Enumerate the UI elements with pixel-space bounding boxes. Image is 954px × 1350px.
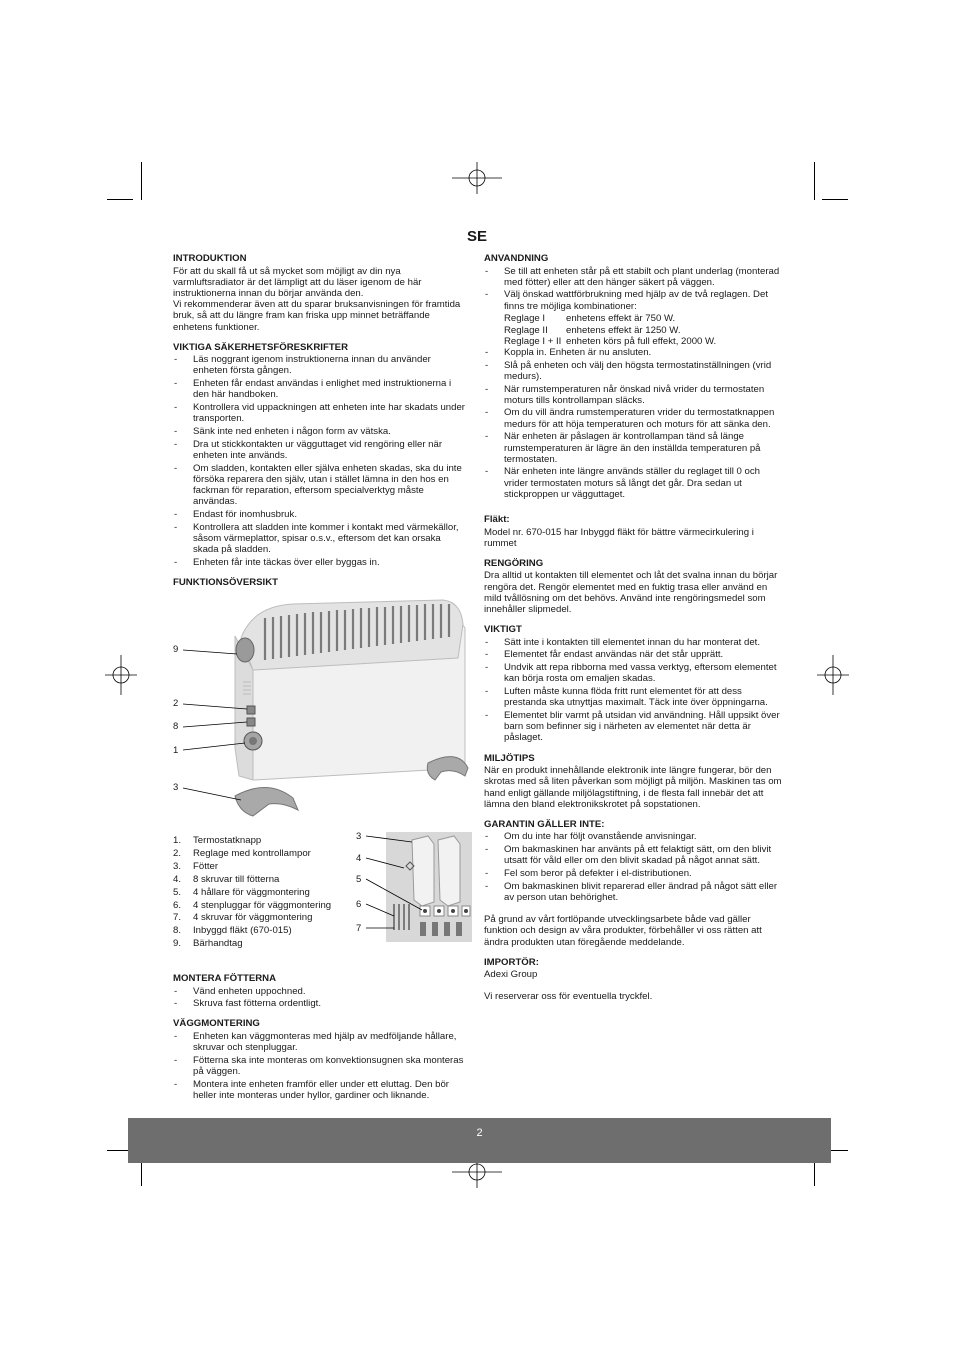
list-item: - Fötterna ska inte monteras om konvektionsugnen ska monteras på väggen.: [173, 1055, 465, 1077]
page-footer: [128, 1118, 831, 1163]
acc-callout-5: 5: [356, 874, 362, 885]
fan-text: Model nr. 670-015 har Inbyggd fläkt för bättre värmecirkulering i rummet: [484, 526, 754, 549]
list-item: - Om bakmaskinen blivit reparerad eller ändrad på något sätt eller av person utan behörighet.: [484, 881, 784, 903]
environment-text: När en produkt innehållande elektronik inte längre fungerar, bör den skrotas med så liten påverkan som möjligt på miljön. Maskinen tas om hand enligt gällande miljölagstiftning, i de flesta fall innebär det att lämna den bland elektronikskrotet på sopstationen.: [484, 765, 782, 810]
list-item: 4. 8 skruvar till fötterna: [173, 873, 280, 885]
safety-section: [173, 342, 465, 568]
crop-mark: [814, 1160, 815, 1186]
list-item: 2. Reglage med kontrollampor: [173, 847, 311, 859]
importer-section: [484, 957, 784, 1003]
list-item: 5. 4 hållare för väggmontering: [173, 886, 310, 898]
acc-callout-3: 3: [356, 831, 362, 842]
list-item: 6. 4 stenpluggar för väggmontering: [173, 899, 332, 911]
list-item: - När rumstemperaturen når önskad nivå vrider du termostaten moturs tills kontrollampan släcks.: [484, 384, 784, 406]
list-item: 8. Inbyggd fläkt (670-015): [173, 925, 292, 937]
parts-list: [173, 835, 353, 951]
list-item: - Dra ut stickkontakten ur vägguttaget vid rengöring eller när enheten inte används.: [173, 439, 465, 461]
safety-list: [173, 354, 465, 568]
list-item: - Undvik att repa ribborna med vassa verktyg, eftersom elementet kan börja rosta om emaljen skadas.: [484, 662, 784, 684]
acc-callout-6: 6: [356, 899, 362, 910]
registration-mark-icon: [817, 655, 849, 695]
list-item: - Luften måste kunna flöda fritt runt elementet för att dess prestanda ska utnyttjas maximalt. Täck inte över öppningarna.: [484, 686, 784, 708]
list-item: 9. Bärhandtag: [173, 938, 243, 950]
callout-2: 2: [173, 698, 179, 709]
accessories-illustration: [354, 830, 472, 942]
intro-paragraph: För att du skall få ut så mycket som möjligt av din nya varmluftsradiator är det lämpligt att du läser igenom de här instruktionerna innan du börjar använda den.: [173, 265, 422, 299]
list-item: - Elementet blir varmt på utsidan vid användning. Håll uppsikt över barn som befinner sig i närheten av elementet när detta är påslaget.: [484, 710, 784, 744]
list-item: 1. Termostatknapp: [173, 835, 262, 846]
usage-heading: ANVANDNING: [484, 253, 549, 264]
fan-heading: Fläkt:: [484, 514, 510, 526]
crop-mark: [814, 162, 815, 200]
list-item: - Om bakmaskinen har använts på ett felaktigt sätt, om den blivit utsatt för våld eller om den blivit skadad på något annat sätt.: [484, 844, 784, 866]
wall-section: [173, 1018, 465, 1101]
right-column: [484, 253, 784, 1012]
intro-section: [173, 253, 465, 333]
feet-section: [173, 973, 465, 1009]
important-heading: VIKTIGT: [484, 624, 522, 636]
environment-heading: MILJÖTIPS: [484, 752, 535, 764]
callout-3: 3: [173, 782, 179, 793]
list-item: - Koppla in. Enheten är nu ansluten.: [484, 347, 784, 358]
importer-name: Adexi Group: [484, 969, 538, 981]
important-section: [484, 624, 784, 743]
callout-1: 1: [173, 745, 179, 756]
heater-illustration: [173, 598, 473, 823]
importer-heading: IMPORTÖR:: [484, 956, 539, 968]
list-item: - Enheten får inte täckas över eller byggas in.: [173, 557, 465, 568]
combo-row: Reglage II enhetens effekt är 1250 W.: [504, 324, 681, 336]
list-item: - När enheten är påslagen är kontrollampan tänd så länge rumstemperaturen är lägre än den inställda temperaturen på termostaten.: [484, 431, 784, 465]
feet-heading: MONTERA FÖTTERNA: [173, 973, 277, 984]
warranty-heading: GARANTIN GÄLLER INTE:: [484, 818, 605, 830]
list-item: - Elementet får endast användas när det står upprätt.: [484, 649, 784, 660]
crop-mark: [141, 162, 142, 200]
combo-row: Reglage I enhetens effekt är 750 W.: [504, 313, 676, 325]
crop-mark: [141, 1160, 142, 1186]
list-item: - Läs noggrant igenom instruktionerna innan du använder enheten första gången.: [173, 354, 465, 376]
list-item: - Endast för inomhusbruk.: [173, 509, 465, 520]
list-item: - Vänd enheten uppochned.: [173, 986, 465, 997]
list-item: - Sänk inte ned enheten i någon form av vätska.: [173, 426, 465, 437]
list-item: - Enheten kan väggmonteras med hjälp av medföljande hållare, skruvar och stenpluggar.: [173, 1031, 465, 1053]
list-item: 3. Fötter: [173, 860, 219, 872]
list-item: - Montera inte enheten framför eller under ett eluttag. Den bör heller inte monteras under hyllor, gardiner och liknande.: [173, 1079, 465, 1101]
list-item: - Om du inte har följt ovanstående anvisningar.: [484, 831, 784, 842]
list-item: - Fel som beror på defekter i el-distributionen.: [484, 868, 784, 879]
intro-paragraph: Vi rekommenderar även att du sparar bruksanvisningen för framtida bruk, så att du längre fram kan friska upp minnet beträffande enhetens funktioner.: [173, 299, 461, 333]
intro-heading: INTRODUKTION: [173, 253, 247, 264]
assembly-sections: [173, 973, 465, 1110]
list-item: - Enheten får endast användas i enlighet med instruktionerna i den här handboken.: [173, 378, 465, 400]
list-item: - Slå på enheten och välj den högsta termostatinställningen (vrid medurs).: [484, 360, 784, 382]
crop-mark: [822, 199, 848, 200]
usage-section: [484, 253, 784, 500]
list-item: - Kontrollera att sladden inte kommer i kontakt med värmekällor, såsom värmeplattor, spisar o.s.v., eftersom det kan orsaka skada på sladden.: [173, 522, 465, 556]
cleaning-text: Dra alltid ut kontakten till elementet och låt det svalna innan du börjar rengöra det. Rengör elementet med en fuktig trasa eller använd en mild tvållösning om det behövs. Använd inte rengöringsmedel som innehåller slipmedel.: [484, 570, 778, 616]
callout-8: 8: [173, 721, 179, 732]
callout-9: 9: [173, 644, 179, 655]
list-item: - Välj önskad wattförbrukning med hjälp av de två reglagen. Det finns tre möjliga kombinationer:: [484, 289, 784, 311]
list-item: 7. 4 skruvar för väggmontering: [173, 912, 313, 924]
overview-heading: FUNKTIONSÖVERSIKT: [173, 576, 279, 588]
acc-callout-7: 7: [356, 923, 362, 934]
list-item: - Om du vill ändra rumstemperaturen vrider du termostatknappen medurs för att höja temperaturen och moturs för att sänka den.: [484, 407, 784, 429]
cleaning-heading: RENGÖRING: [484, 557, 544, 569]
power-combinations: [484, 313, 784, 347]
acc-callout-4: 4: [356, 853, 362, 864]
list-item: - Kontrollera vid uppackningen att enheten inte har skadats under transporten.: [173, 402, 465, 424]
list-item: - Sätt inte i kontakten till elementet innan du har monterat det.: [484, 637, 784, 648]
misprint-note: Vi reserverar oss för eventuella tryckfel.: [484, 991, 653, 1003]
left-column: [173, 253, 465, 589]
safety-heading: VIKTIGA SÄKERHETSFÖRESKRIFTER: [173, 341, 349, 353]
fan-section: [484, 514, 784, 549]
crop-mark: [107, 199, 133, 200]
list-item: - Se till att enheten står på ett stabilt och plant underlag (monterad med fötter) eller att den hänger säkert på väggen.: [484, 266, 784, 288]
list-item: - Skruva fast fötterna ordentligt.: [173, 998, 465, 1009]
registration-mark-icon: [105, 655, 137, 695]
warranty-section: [484, 819, 784, 948]
list-item: - När enheten inte längre används ställer du reglaget till 0 och vrider termostaten moturs så långt det går. Dra sedan ut stickproppen ur vägguttaget.: [484, 466, 784, 500]
environment-section: [484, 753, 784, 810]
page-number: 2: [476, 1127, 483, 1139]
registration-mark-icon: [452, 162, 502, 194]
warranty-after-text: På grund av vårt fortlöpande utvecklingsarbete både vad gäller funktion och design av våra produkter, förbehåller vi oss rätten att ändra produkten utan föregående meddelande.: [484, 914, 762, 948]
wall-heading: VÄGGMONTERING: [173, 1018, 260, 1030]
list-item: - Om sladden, kontakten eller själva enheten skadas, ska du inte försöka reparera den själv, utan i stället lämna in den hos en fackman för reparation, eftersom specialverktyg måste användas.: [173, 463, 465, 508]
language-code: SE: [467, 228, 488, 245]
combo-row: Reglage I + II enheten körs på full effekt, 2000 W.: [504, 335, 717, 347]
cleaning-section: [484, 558, 784, 615]
